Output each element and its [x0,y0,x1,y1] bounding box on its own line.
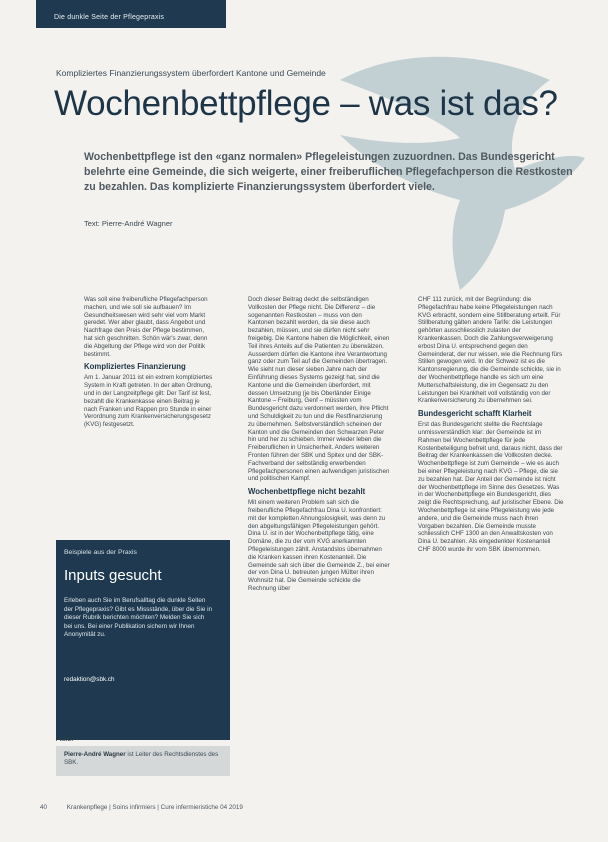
author-name: Pierre-André Wagner [64,751,126,758]
article-title: Wochenbettpflege – was ist das? [54,84,558,123]
author-box-label: Autor [56,734,74,743]
infobox-title: Inputs gesucht [64,567,162,584]
paragraph: Mit einem weiteren Problem sah sich die freiberufliche Pflegefachfrau Dina U. konfrontiert: mit der kompletten Ahnungslosigkeit, was denn zu den abgeltungsfähigen Pflegeleistungen gehört. Dina U. ist in der Wochenbettpflege tätig, eine Domäne, die zu der vom KVG anerkannten Pflegeleistungen zählt. Anstandslos übernahmen die Kranken kassen ihren Kostenanteil. Die Gemeinde sah sich über die Gemeinde Z., bei einer der von Dina U. betreuten jungen Mütter ihren Wohnsitz hat. Die Gemeinde schickte die Rechnung über [248,499,390,592]
author-role: ist Leiter des Rechtsdienstes des SBK. [64,751,219,766]
subheading: Wochenbettpflege nicht bezahlt [248,487,366,497]
infobox-kicker: Beispiele aus der Praxis [64,549,137,556]
footer-publication: Krankenpflege | Soins infirmiers | Cure infermieristiche 04 2019 [66,804,243,811]
paragraph: Erst das Bundesgericht stellte die Rechtslage unmissverständlich klar: der Gemeinde ist im Rahmen bei Wochenbettpflege für jede Kostenbeteiligung befreit und, daraus nicht, dass der Beitrag der Krankenkassen die Vollkosten decke. Wochenbettpflege ist zum Gemeinde – wie es auch bei einer Pflegeleistung nach KVG – Pflege, die sie zu bezahlen hat. Der Anteil der Gemeinde ist nicht der Wochenbettpflege im Sinne des Gesetzes. Was in der Wochenbettpflege ein Bundesgericht, dies zeigt die Rechtsprechung, auf juristischer Ebene. Die Wochenbettpflege ist eine Pflegeleistung wie jede andere, und die Gemeinde muss nach ihren Vorgaben bezahlen. Die Gemeinde musste schliesslich CHF 1300 an den Anwaltskosten von Dina U. bezahlen. Als eingedenkter Kostenanteil CHF 8000 wurde ihr vom SBK übernommen. [418,421,564,553]
subheading: Bundesgericht schafft Klarheit [418,409,532,419]
page-footer [40,804,243,811]
author-box [56,746,230,776]
subheading: Kompliziertes Finanzierung [84,362,186,372]
text-column-1 [84,296,214,526]
section-label: Die dunkle Seite der Pflegepraxis [54,14,165,21]
paragraph: Wie sieht nun dieser sieben Jahre nach der Einführung dieses Systems gezeigt hat, sind die Kantone und die Gemeinden überfordert, mit dessen Umsetzung (je bis Oberländer Einige Kantone – Freiburg, Genf – müssten vom Bundesgericht dazu verdonnert werden, ihre Pflicht und Schuldigkeit zu tun und die Restfinanzierung zu übernehmen. Selbstverständlich scheinen der Kanton und die Gemeinden den Schwarzen Peter hin und her zu schieben. Immer wieder leben die Freiberuflichen in Unsicherheit. Anders weiteren Fronten führen der SBK und Spitex und der SBK-Fachverband der selbständig erwerbenden Pflegefachpersonen einen aufwendigen juristischen und politischen Kampf. [248,366,390,483]
text-column-3 [418,296,564,806]
page-number: 40 [40,804,48,811]
infobox-body: Erleben auch Sie im Berufsalltag die dunkle Seiten der Pflegepraxis? Gibt es Missstände, über die Sie in dieser Rubrik berichten möchten? Melden Sie sich bei uns. Bei einer Publikation sichern wir Ihnen Anonymität zu. [64,597,213,639]
article-kicker: Kompliziertes Finanzierungssystem überfordert Kantone und Gemeinde [56,68,326,78]
inputs-infobox [56,540,230,740]
section-header-bar [36,0,226,28]
author-info [64,751,224,767]
article-byline: Text: Pierre-André Wagner [84,219,173,228]
paragraph: CHF 111 zurück, mit der Begründung: die Pflegefachfrau habe keine Pflegeleistungen nach KVG erbracht, sondern eine Stillberatung erteilt. Für Stillberatung gälten andere Tarife: die Leistungen gehörten ausschliesslich zulasten der Krankenkassen. Doch die Zahlungsverweigerung erbost Dina U. entsprechend gegen den Gemeinderat, der nur wissen, wie die Rechnung fürs Stillen gewogen wird. In der Schweiz ist es die Kantonsregierung, die die Gemeinde schickte, sie in der Wochenbettpflege handle es sich um eine Mutterschaftsleistung, die im Gegensatz zu den Leistungen bei Krankheit voll vollständig von der Krankenversicherung zu übernehmen sei. [418,296,563,405]
infobox-email-link[interactable]: redaktion@sbk.ch [64,676,115,683]
paragraph: Doch dieser Beitrag deckt die selbständigen Vollkosten der Pflege nicht. Die Differenz – die sogenannten Restkosten – muss von den Kantonen bezahlt werden, da sie diese auch bezahlen, müssen, und sie dürfen nicht sehr freigebig. Die Kantone haben die Möglichkeit, einen Teil ihres Anteils auf die Patienten zu überwälzen. Ausserdem dürfen die Kantone ihre Verantwortung ganz oder zum Teil auf die Gemeinden übertragen. [248,296,390,366]
paragraph: Was soll eine freiberufliche Pflegefachperson machen, und wie soll sie aufbauen? Im Gesundheitswesen wird sehr viel vom Markt geredet. Wer aber glaubt, dass Angebot und Nachfrage den Preis der Pflege bestimmen, hat sich geschnitten. Schön wär's zwar, denn die Abgeltung der Pflege wird von der Politik bestimmt. [84,296,208,358]
paragraph: Am 1. Januar 2011 ist ein extrem kompliziertes System in Kraft getreten. In der alten Ordnung, und in der Langzeitpflege gilt: Der Tarif ist fest, bezahlt die Krankenkasse einen Beitrag je nach Franken und Rappen pro Stunde in einer Verordnung zum Krankenversicherungsgesetz (KVG) festgesetzt. [84,374,213,429]
article-lead: Wochenbettpflege ist den «ganz normalen» Pflegeleistungen zuzuordnen. Das Bundesgericht belehrte eine Gemeinde, die sich weigerte, einer freiberuflichen Pflegefachperson die Restkosten zu bezahlen. Das komplizierte Finanzierungssystem überfordert viele. [84,151,573,193]
text-column-2 [248,296,390,806]
